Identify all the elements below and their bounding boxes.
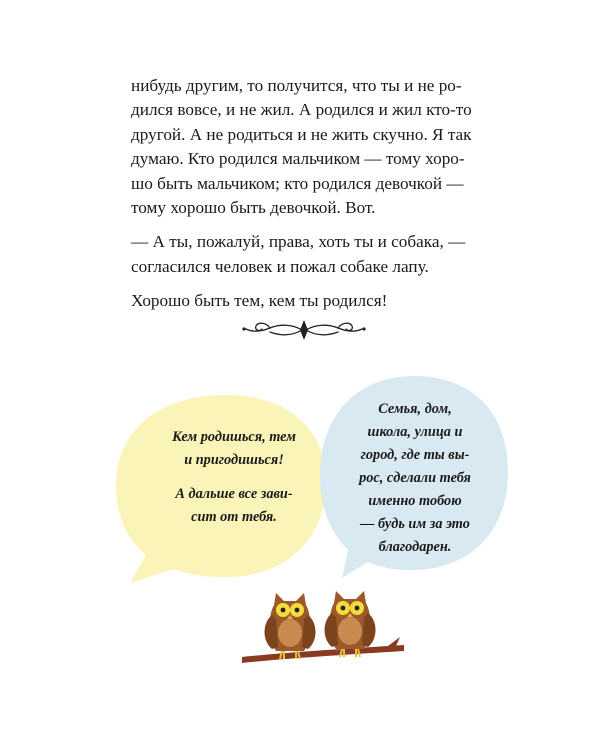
story-text xyxy=(131,74,476,314)
owl-icon xyxy=(325,591,376,657)
text-line: думаю. Кто родился мальчиком — тому хоро- xyxy=(131,149,465,169)
text-line: дился вовсе, и не жил. А родился и жил кто-то xyxy=(131,100,472,120)
branch-icon xyxy=(242,645,404,663)
owls-illustration xyxy=(238,585,408,675)
text-line: Кем родишься, тем xyxy=(172,429,296,445)
ornament-divider xyxy=(240,312,368,348)
text-line: рос, сделали тебя xyxy=(359,470,471,486)
text-line: согласился человек и пожал собаке лапу. xyxy=(131,256,429,276)
text-line: именно тобою xyxy=(368,493,462,509)
owl-icon xyxy=(265,593,316,659)
text-line: благодарен. xyxy=(378,539,452,555)
text-line: город, где ты вы- xyxy=(360,447,470,463)
text-line: нибудь другим, то получится, что ты и не ро- xyxy=(131,76,462,95)
text-line: школа, улица и xyxy=(367,424,463,440)
text-line: тому хорошо быть девочкой. Вот. xyxy=(131,198,376,218)
text-line: сит от тебя. xyxy=(191,509,277,525)
text-line: — будь им за это xyxy=(360,516,470,532)
text-line: Семья, дом, xyxy=(378,401,452,417)
text-line: А дальше все зави- xyxy=(175,486,293,502)
text-line: — А ты, пожалуй, права, хоть ты и собака, — xyxy=(131,232,466,252)
text-line: Хорошо быть тем, кем ты родился! xyxy=(131,291,388,311)
bubble-right-text xyxy=(330,398,500,559)
bubble-left-text xyxy=(148,426,320,529)
text-line: и пригодишься! xyxy=(184,452,284,468)
text-line: другой. А не родиться и не жить скучно. Я так xyxy=(131,124,472,144)
text-line: шо быть мальчиком; кто родился девочкой — xyxy=(131,173,464,193)
